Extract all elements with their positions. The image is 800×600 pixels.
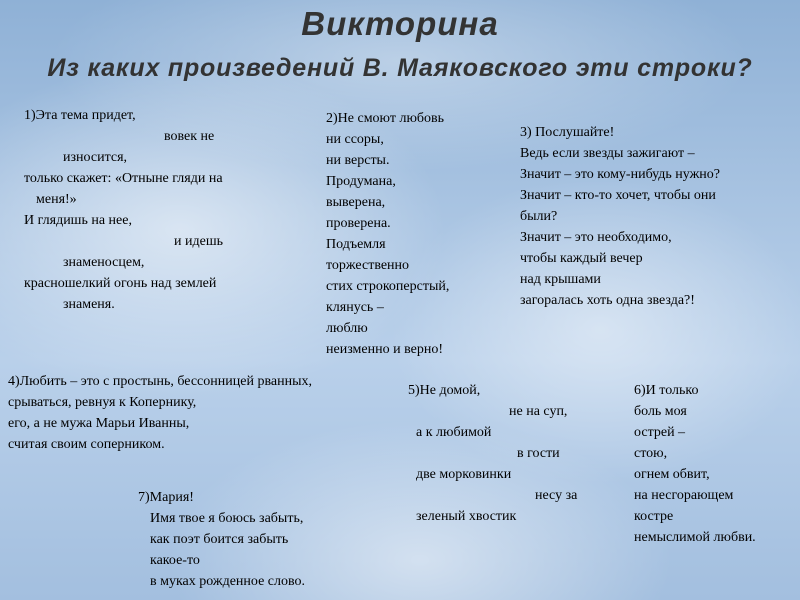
quote-line: ни версты. — [326, 153, 390, 168]
quote-line: чтобы каждый вечер — [520, 251, 643, 266]
quote-line: 7)Мария! — [138, 490, 194, 505]
quote-7 — [138, 487, 305, 592]
quote-line: не на суп, — [509, 404, 568, 419]
quote-line: на несгорающем — [634, 488, 734, 503]
quote-line: какое-то — [150, 553, 200, 568]
quote-line: а к любимой — [416, 425, 492, 440]
quote-6 — [634, 380, 756, 548]
quote-line: были? — [520, 209, 558, 224]
quote-line: знаменосцем, — [63, 255, 145, 270]
quote-4 — [8, 371, 312, 455]
quote-line: несу за — [535, 488, 578, 503]
quote-line: загоралась хоть одна звезда?! — [520, 293, 695, 308]
quote-line: проверена. — [326, 216, 391, 231]
quote-line: над крышами — [520, 272, 601, 287]
quote-line: Имя твое я боюсь забыть, — [150, 511, 304, 526]
slide-subtitle: Из каких произведений В. Маяковского эти строки? — [47, 54, 753, 82]
quote-line: как поэт боится забыть — [150, 532, 289, 547]
quote-line: Значит – это кому-нибудь нужно? — [520, 167, 720, 182]
quote-line: знаменя. — [63, 297, 115, 312]
quote-5 — [408, 380, 577, 527]
quote-line: 4)Любить – это с простынь, бессонницей рванных, — [8, 374, 312, 389]
quote-line: люблю — [326, 321, 368, 336]
quote-line: стою, — [634, 446, 668, 461]
quote-line: Значит – кто-то хочет, чтобы они — [520, 188, 716, 203]
quote-line: огнем обвит, — [634, 467, 710, 482]
quote-line: в гости — [517, 446, 560, 461]
quote-line: боль моя — [634, 404, 687, 419]
quote-line: И глядишь на нее, — [24, 213, 132, 228]
quote-line: немыслимой любви. — [634, 530, 756, 545]
quote-line: 3) Послушайте! — [520, 125, 615, 140]
quote-line: его, а не мужа Марьи Иванны, — [8, 416, 190, 431]
quote-line: неизменно и верно! — [326, 342, 443, 357]
quote-line: две морковинки — [416, 467, 512, 482]
quote-line: Продумана, — [326, 174, 396, 189]
quote-line: 5)Не домой, — [408, 383, 481, 398]
quote-line: считая своим соперником. — [8, 437, 165, 452]
quote-line: ни ссоры, — [326, 132, 384, 147]
quote-line: износится, — [63, 150, 128, 165]
quote-line: острей – — [634, 425, 686, 440]
quote-1 — [24, 105, 223, 315]
quote-line: вовек не — [164, 129, 215, 144]
quote-3 — [520, 122, 720, 311]
quote-line: клянусь – — [326, 300, 384, 315]
quote-line: Подъемля — [326, 237, 386, 252]
quote-line: в муках рожденное слово. — [150, 574, 306, 589]
quote-line: красношелкий огонь над землей — [24, 276, 217, 291]
quote-line: Ведь если звезды зажигают – — [520, 146, 695, 161]
quote-line: 1)Эта тема придет, — [24, 108, 136, 123]
quote-line: и идешь — [174, 234, 223, 249]
quote-line: 6)И только — [634, 383, 699, 398]
quote-line: стих строкоперстый, — [326, 279, 450, 294]
quote-line: только скажет: «Отныне гляди на — [24, 171, 223, 186]
quote-line: меня!» — [36, 192, 77, 207]
quote-line: 2)Не смоют любовь — [326, 111, 445, 126]
quote-2 — [326, 108, 449, 360]
slide-title: Викторина — [301, 5, 499, 42]
quote-line: зеленый хвостик — [416, 509, 517, 524]
quote-line: торжественно — [326, 258, 410, 273]
quote-line: выверена, — [326, 195, 386, 210]
quote-line: костре — [634, 509, 674, 524]
quote-line: срываться, ревнуя к Копернику, — [8, 395, 197, 410]
quote-line: Значит – это необходимо, — [520, 230, 672, 245]
